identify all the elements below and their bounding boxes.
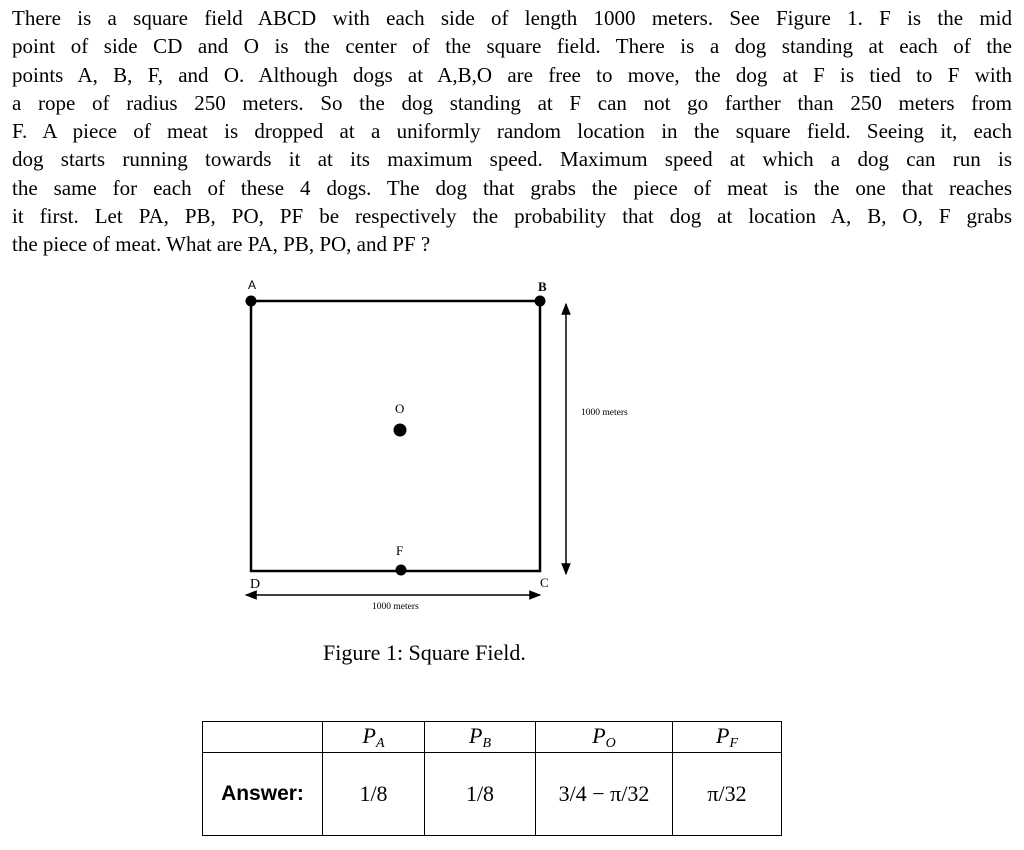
problem-line: There is a square field ABCD with each side of length 1000 meters. See Figure 1. F is the mid bbox=[12, 6, 1012, 30]
answer-table bbox=[202, 721, 782, 836]
square-field-figure bbox=[0, 270, 1024, 640]
problem-line: the piece of meat. What are PA, PB, PO, and PF ? bbox=[12, 232, 431, 257]
point-f-dot bbox=[396, 565, 407, 576]
label-c: C bbox=[540, 575, 549, 590]
problem-line: points A, B, F, and O. Although dogs at A,B,O are free to move, the dog at F is tied to F with bbox=[12, 62, 1012, 87]
label-d: D bbox=[250, 577, 261, 592]
square-field bbox=[251, 301, 540, 571]
problem-line: point of side CD and O is the center of the square field. There is a dog standing at each of the bbox=[12, 34, 1012, 59]
answer-row-label: Answer: bbox=[203, 753, 323, 836]
problem-line: a rope of radius 250 meters. So the dog standing at F can not go farther than 250 meters from bbox=[12, 90, 1012, 115]
point-o-dot bbox=[394, 424, 407, 437]
problem-line: it first. Let PA, PB, PO, PF be respectively the probability that dog at location A, B, O, F grabs bbox=[12, 204, 1012, 229]
answer-header-pa: $P_A$ bbox=[323, 722, 425, 753]
point-b-dot bbox=[535, 296, 546, 307]
answer-value-pf: π/32 bbox=[673, 753, 782, 836]
side-dimension-label: 1000 meters bbox=[581, 408, 628, 418]
answer-value-pa: 1/8 bbox=[323, 753, 425, 836]
square-field-diagram bbox=[0, 270, 1024, 640]
problem-statement bbox=[12, 4, 1012, 259]
answer-header-pb: $P_B$ bbox=[425, 722, 536, 753]
point-a-dot bbox=[246, 296, 257, 307]
label-o: O bbox=[395, 401, 405, 416]
figure-caption: Figure 1: Square Field. bbox=[323, 640, 526, 665]
bottom-dimension-label: 1000 meters bbox=[372, 602, 419, 612]
answer-value-po: 3/4 − π/32 bbox=[536, 753, 673, 836]
label-b: B bbox=[538, 279, 547, 294]
answer-header-pf: $P_F$ bbox=[673, 722, 782, 753]
problem-line: the same for each of these 4 dogs. The dog that grabs the piece of meat is the one that reaches bbox=[12, 175, 1012, 200]
answer-value-pb: 1/8 bbox=[425, 753, 536, 836]
answer-header-po: $P_O$ bbox=[536, 722, 673, 753]
label-f: F bbox=[396, 543, 404, 558]
answer-values-row bbox=[203, 753, 782, 836]
label-a: A bbox=[248, 278, 257, 292]
answer-header-blank bbox=[203, 722, 323, 753]
problem-line: dog starts running towards it at its maximum speed. Maximum speed at which a dog can run is bbox=[12, 147, 1012, 172]
answer-header-row bbox=[203, 722, 782, 753]
problem-line: F. A piece of meat is dropped at a uniformly random location in the square field. Seeing it, each bbox=[12, 119, 1012, 144]
